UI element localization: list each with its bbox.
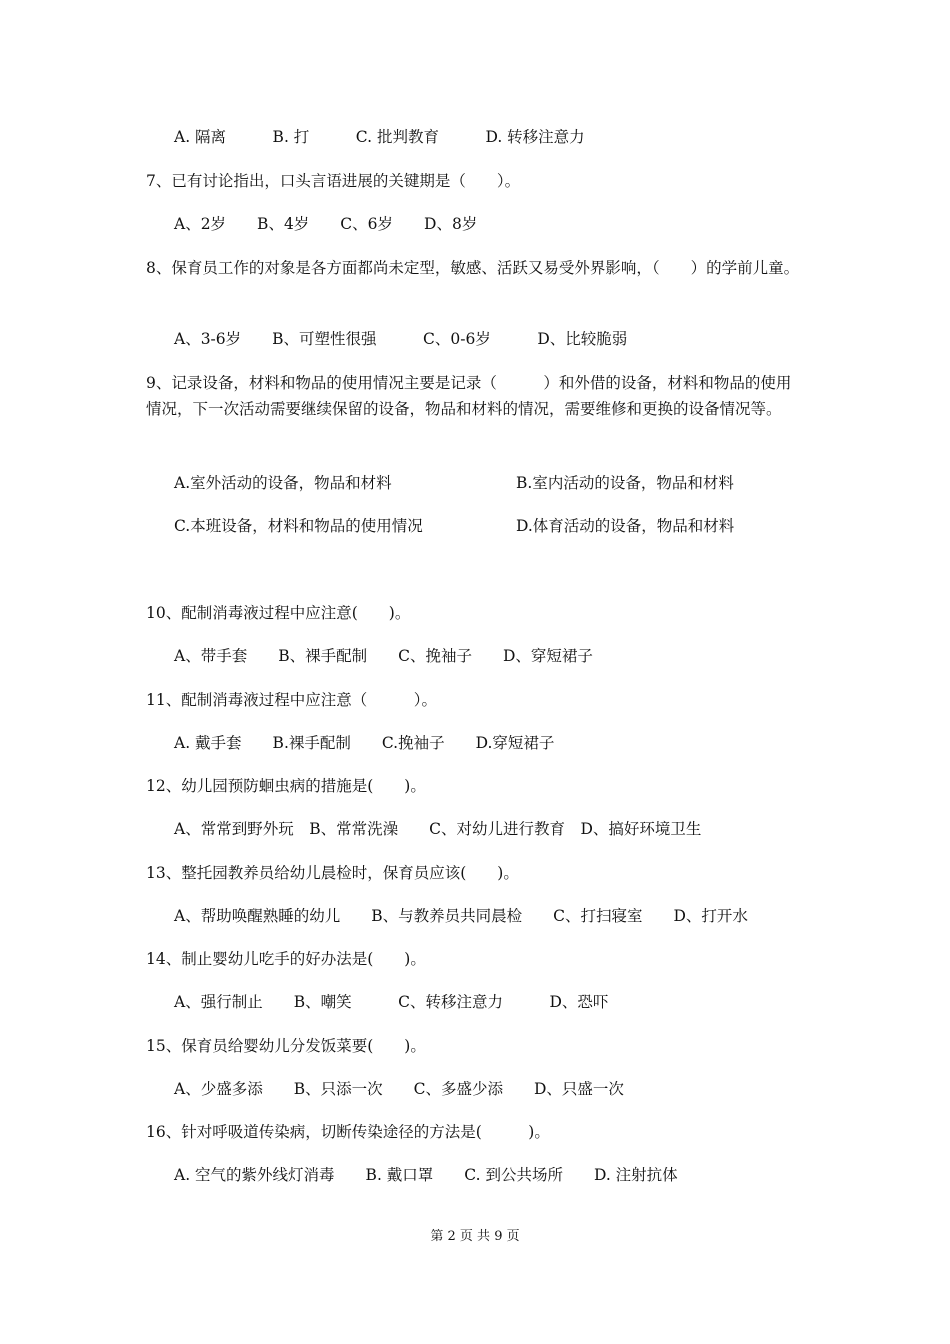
q14-options: A、强行制止 B、嘲笑 C、转移注意力 D、恐吓 [174,993,609,1011]
q9-option-c: C.本班设备，材料和物品的使用情况 [174,517,423,535]
q12-text: 12、幼儿园预防蛔虫病的措施是( )。 [146,777,426,795]
q12-options: A、常常到野外玩 B、常常洗澡 C、对幼儿进行教育 D、搞好环境卫生 [174,820,702,838]
q13-options: A、帮助唤醒熟睡的幼儿 B、与教养员共同晨检 C、打扫寝室 D、打开水 [174,907,748,925]
q16-text: 16、针对呼吸道传染病，切断传染途径的方法是( )。 [146,1123,550,1141]
q10-options: A、带手套 B、裸手配制 C、挽袖子 D、穿短裙子 [174,647,593,665]
q9-option-b: B.室内活动的设备，物品和材料 [516,474,734,492]
q6-options: A. 隔离 B. 打 C. 批判教育 D. 转移注意力 [174,128,585,146]
q9-option-a: A.室外活动的设备，物品和材料 [174,474,392,492]
page-footer: 第 2 页 共 9 页 [430,1229,520,1244]
q9-text: 9、记录设备，材料和物品的使用情况主要是记录（ ）和外借的设备，材料和物品的使用情况，下一次活动需要继续保留的设备，物品和材料的情况，需要维修和更换的设备情况等。 [146,374,792,418]
q14-text: 14、制止婴幼儿吃手的好办法是( )。 [146,950,426,968]
q8-options: A、3-6岁 B、可塑性很强 C、0-6岁 D、比较脆弱 [174,330,628,348]
q7-options: A、2岁 B、4岁 C、6岁 D、8岁 [174,215,478,233]
q15-text: 15、保育员给婴幼儿分发饭菜要( )。 [146,1037,426,1055]
q11-options: A. 戴手套 B.裸手配制 C.挽袖子 D.穿短裙子 [174,734,555,752]
q7-text: 7、已有讨论指出，口头言语进展的关键期是（ ）。 [146,172,521,190]
q10-text: 10、配制消毒液过程中应注意( )。 [146,604,411,622]
q9-option-d: D.体育活动的设备，物品和材料 [516,517,735,535]
q8-text: 8、保育员工作的对象是各方面都尚未定型，敏感、活跃又易受外界影响，（ ）的学前儿童。 [146,259,800,277]
q11-text: 11、配制消毒液过程中应注意（ ）。 [146,691,437,709]
q16-options: A. 空气的紫外线灯消毒 B. 戴口罩 C. 到公共场所 D. 注射抗体 [174,1166,678,1184]
q15-options: A、少盛多添 B、只添一次 C、多盛少添 D、只盛一次 [174,1080,624,1098]
q13-text: 13、整托园教养员给幼儿晨检时，保育员应该( )。 [146,864,519,882]
